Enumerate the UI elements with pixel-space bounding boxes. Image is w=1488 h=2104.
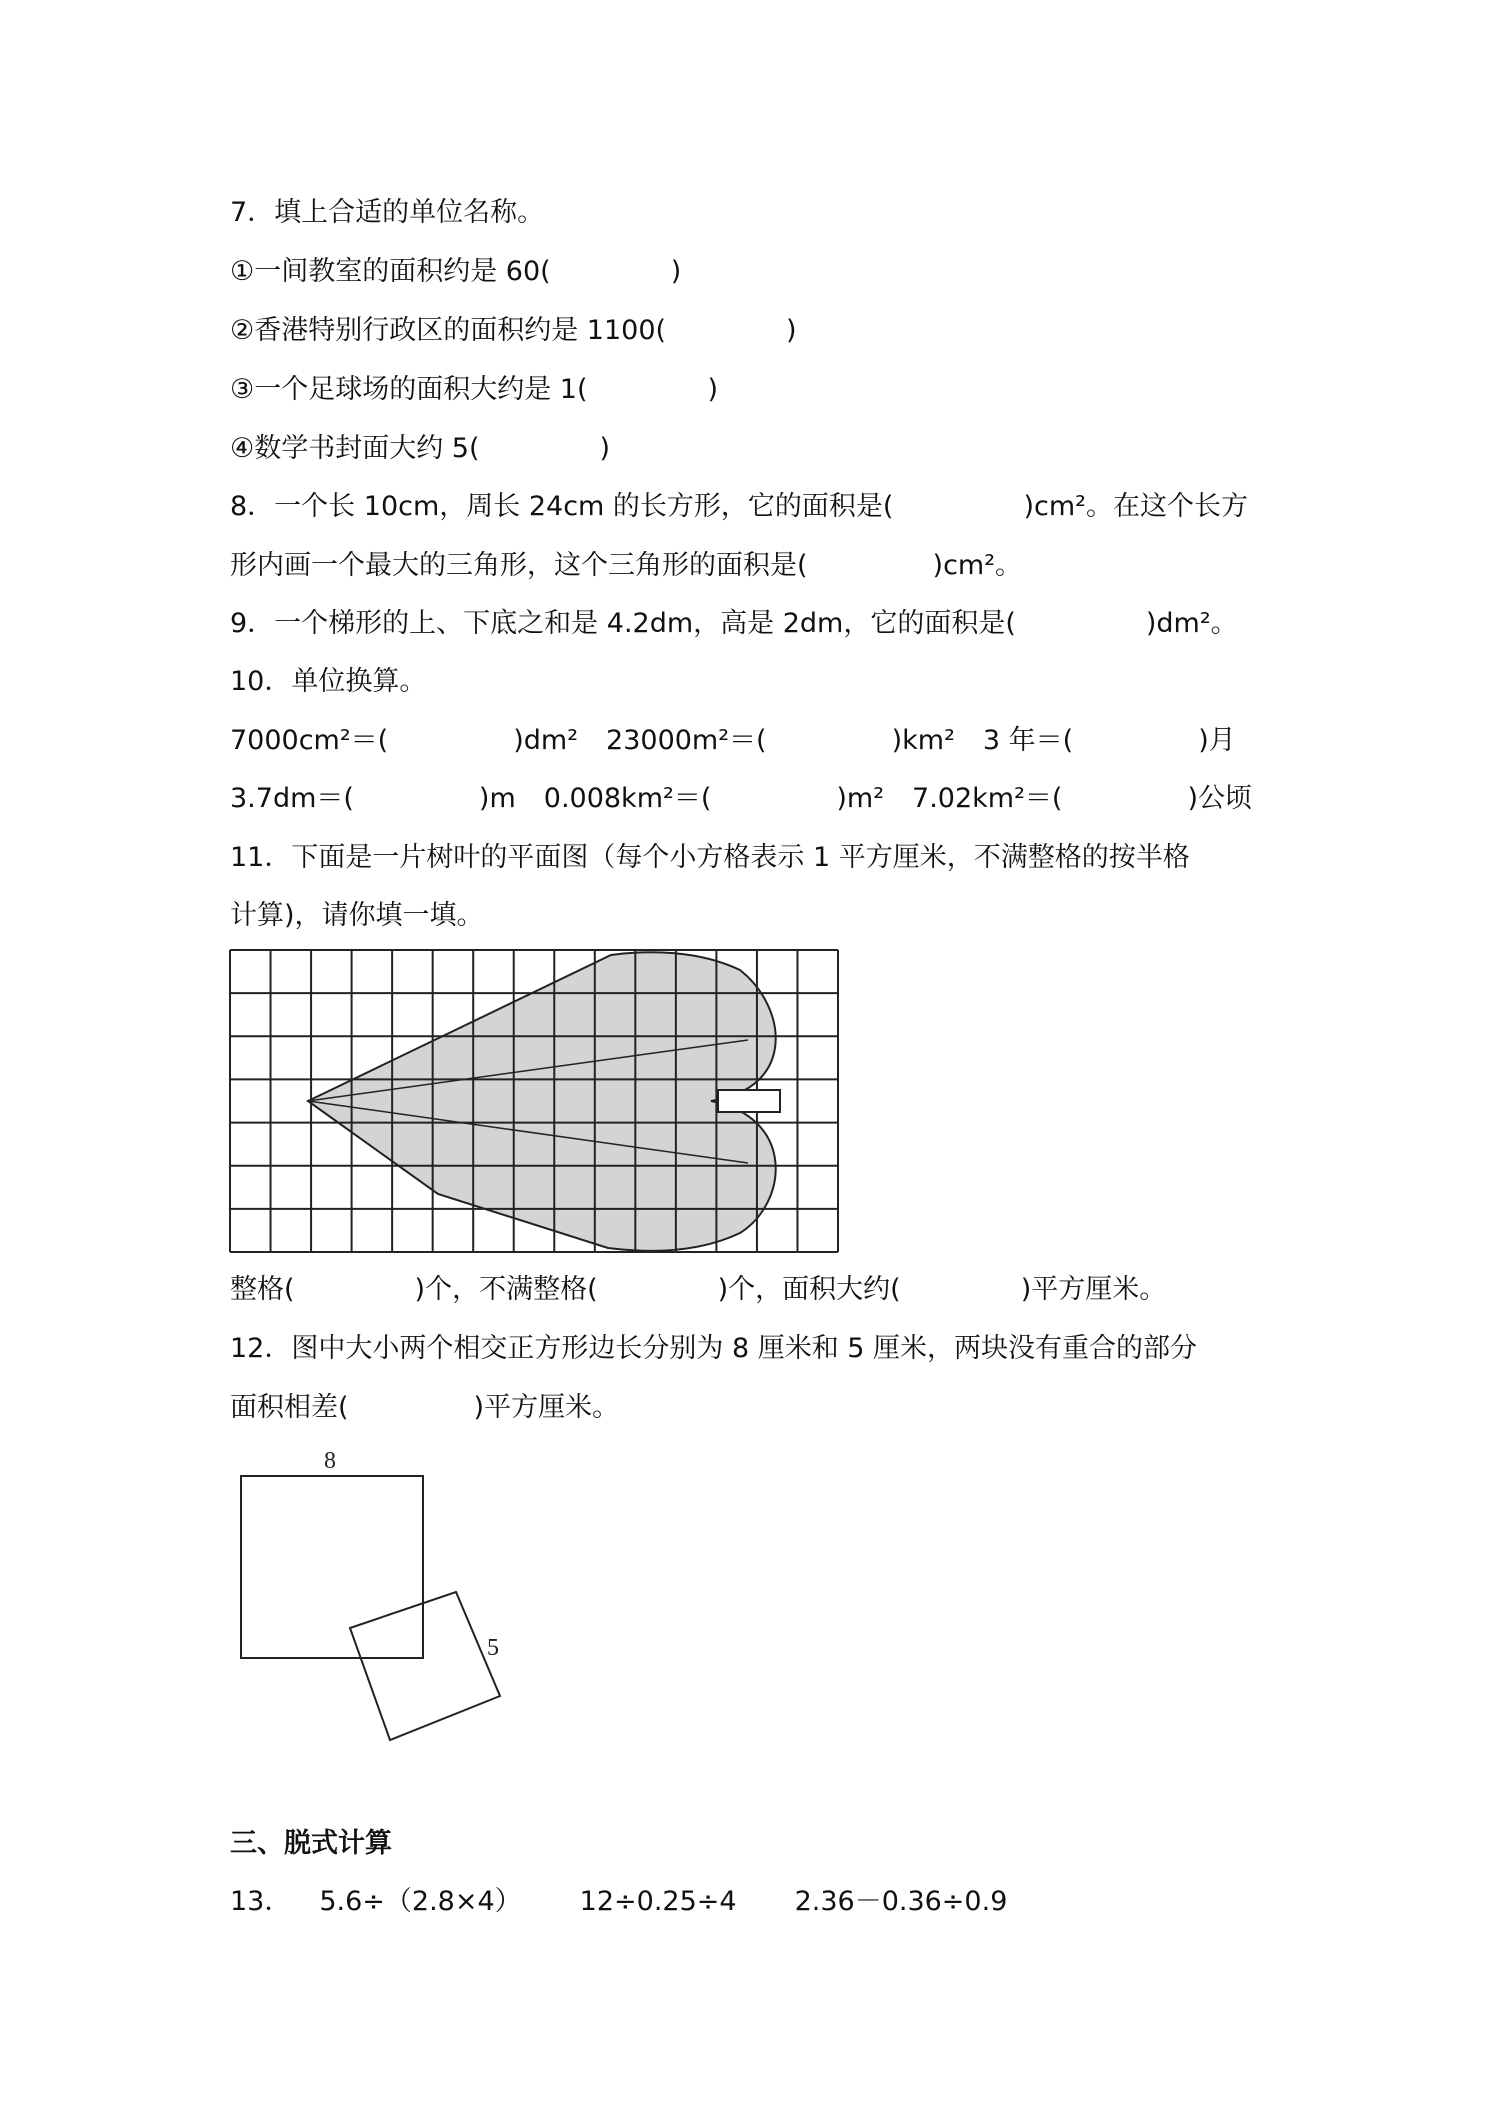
q9-b: )dm²。 bbox=[1145, 608, 1238, 639]
q9-line bbox=[230, 606, 1238, 642]
q7-item-4-suffix: ) bbox=[599, 433, 611, 464]
q13-expr-3: 2.36－0.36÷0.9 bbox=[794, 1886, 1008, 1917]
q7-item-3-suffix: ) bbox=[707, 374, 719, 405]
q7-item-2-suffix: ) bbox=[786, 315, 797, 346]
q7-item-4 bbox=[230, 431, 610, 467]
q8-line-2 bbox=[230, 548, 1022, 584]
q7-item-1-prefix: ①一间教室的面积约是 60( bbox=[230, 256, 551, 287]
q7-item-1 bbox=[230, 254, 681, 290]
q10-row-1 bbox=[230, 723, 1236, 759]
q7-item-3-prefix: ③一个足球场的面积大约是 1( bbox=[230, 374, 588, 405]
q7-title: 7．填上合适的单位名称。 bbox=[230, 197, 545, 228]
q11-answer-b: )个，不满整格( bbox=[414, 1274, 598, 1305]
q8-line-1-b: )cm²。在这个长方 bbox=[1023, 491, 1248, 522]
q10-r1-3-suffix: )月 bbox=[1198, 725, 1236, 756]
q10-r2-2-prefix: 0.008km²＝( bbox=[543, 783, 712, 814]
q10-r2-1-prefix: 3.7dm＝( bbox=[230, 783, 354, 814]
q10-r2-3-prefix: 7.02km²＝( bbox=[912, 783, 1063, 814]
q12-line-1: 12．图中大小两个相交正方形边长分别为 8 厘米和 5 厘米，两块没有重合的部分 bbox=[230, 1333, 1198, 1364]
q11-line-1: 11．下面是一片树叶的平面图（每个小方格表示 1 平方厘米，不满整格的按半格 bbox=[230, 842, 1190, 873]
q10-r1-2-prefix: 23000m²＝( bbox=[606, 725, 767, 756]
small-square bbox=[350, 1592, 500, 1740]
q11-line-2: 计算)，请你填一填。 bbox=[230, 900, 484, 931]
q7-item-3 bbox=[230, 372, 718, 408]
q9-a: 9．一个梯形的上、下底之和是 4.2dm，高是 2dm，它的面积是( bbox=[230, 608, 1016, 639]
big-square bbox=[241, 1476, 423, 1658]
q11-answer-line bbox=[230, 1272, 1166, 1308]
q8-line-1-a: 8．一个长 10cm，周长 24cm 的长方形，它的面积是( bbox=[230, 491, 894, 522]
q11-answer-d: )平方厘米。 bbox=[1020, 1274, 1167, 1305]
q13-expr-2: 12÷0.25÷4 bbox=[579, 1886, 737, 1917]
big-square-label: 8 bbox=[324, 1448, 336, 1474]
q11-answer-a: 整格( bbox=[230, 1274, 295, 1305]
q8-line-2-b: )cm²。 bbox=[932, 550, 1023, 581]
q10-row-2 bbox=[230, 781, 1252, 817]
q10-r2-2-suffix: )m² bbox=[836, 783, 885, 814]
squares-figure bbox=[220, 1440, 520, 1750]
q12-line-2-b: )平方厘米。 bbox=[473, 1392, 620, 1423]
q10-r1-3-prefix: 3 年＝( bbox=[982, 725, 1074, 756]
q10-r1-2-suffix: )km² bbox=[891, 725, 955, 756]
q7-item-4-prefix: ④数学书封面大约 5( bbox=[230, 433, 480, 464]
q13-number: 13． bbox=[230, 1886, 292, 1917]
q8-line-2-a: 形内画一个最大的三角形，这个三角形的面积是( bbox=[230, 550, 808, 581]
leaf-shape bbox=[308, 952, 776, 1251]
q11-answer-c: )个，面积大约( bbox=[717, 1274, 901, 1305]
q10-title: 10．单位换算。 bbox=[230, 666, 427, 697]
q7-item-2 bbox=[230, 313, 797, 349]
q12-line-2 bbox=[230, 1390, 619, 1426]
q10-r2-1-suffix: )m bbox=[478, 783, 516, 814]
q13-expr-1: 5.6÷（2.8×4） bbox=[319, 1886, 522, 1917]
q10-r2-3-suffix: )公顷 bbox=[1187, 783, 1252, 814]
small-square-label: 5 bbox=[487, 1635, 499, 1661]
q8-line-1 bbox=[230, 489, 1248, 525]
leaf-grid-figure bbox=[228, 948, 840, 1254]
q12-line-2-a: 面积相差( bbox=[230, 1392, 349, 1423]
q7-item-2-prefix: ②香港特别行政区的面积约是 1100( bbox=[230, 315, 667, 346]
q10-r1-1-prefix: 7000cm²＝( bbox=[230, 725, 389, 756]
leaf-stem bbox=[718, 1090, 780, 1112]
q7-item-1-suffix: ) bbox=[670, 256, 682, 287]
q13-line bbox=[230, 1884, 1007, 1920]
section-3-title: 三、脱式计算 bbox=[230, 1828, 392, 1859]
q10-r1-1-suffix: )dm² bbox=[513, 725, 579, 756]
